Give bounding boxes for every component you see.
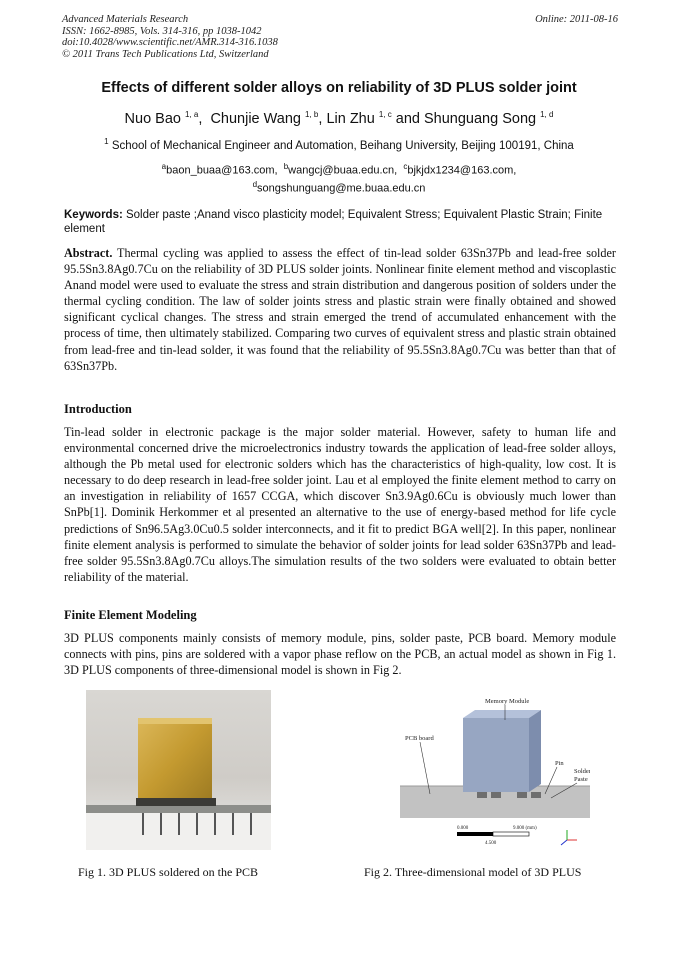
fem-heading: Finite Element Modeling (64, 608, 197, 622)
email-a[interactable]: baon_buaa@163.com, (166, 164, 278, 177)
label-solder: Solder (574, 768, 590, 775)
label-pin: Pin (555, 760, 564, 767)
memory-module-shape (463, 718, 529, 792)
scale-label-0: 0.000 (457, 826, 469, 831)
author-name: Lin Zhu (326, 110, 375, 127)
author-name: Shunguang Song (424, 110, 537, 127)
scale-label-1: 4.500 (485, 841, 497, 846)
author-sup: 1, c (378, 110, 392, 119)
author-name: Chunjie Wang (210, 110, 301, 127)
keywords-text: Solder paste ;Anand visco plasticity model; Equivalent Stress; Equivalent Plastic Strain; Finite element (64, 209, 603, 235)
online-date: Online: 2011-08-16 (535, 14, 618, 25)
author-sup: 1, b (305, 110, 319, 119)
intro-heading: Introduction (64, 402, 132, 416)
figure-1-caption: Fig 1. 3D PLUS soldered on the PCB (78, 865, 259, 879)
figure-2-model (395, 690, 590, 850)
intro-text: Tin-lead solder in electronic package is the major solder material. However, safety to human life and environmental concerned drive the microelectronics industry towards the application of lead-free solder alloys, although the Pb metal used for electronic solders which has the characteristics of high-quality, low cost. It is necessary to do deep research in lead-free solder joint. Lau et al employed the finite element method to carry on an investigation in reliability of 1657 CCGA, which discover Sn3.9Ag0.6Cu is obviously much lower than SnPb[1]. Dominik Herkommer et al presented an alternative to the use of energy-based method for life cycle predictions of Sn96.5Ag3.0Cu0.5 solder interconnects, and it fit to predict BGA well[2]. In this paper, nonlinear finite element analysis is performed to simulate the behavior of solder joints for lead solder 63Sn37Pb and lead-free solder 95.5Sn3.8Ag0.7Cu alloys.The simulation results of the two solders were evaluated to obtain better reliability of the material. (64, 425, 616, 584)
journal-header (62, 14, 618, 60)
author-list: Nuo Bao $^{1, a}$, Chunjie Wang $^{1, b}$, Lin Zhu $^{1, c}$ and Shunguang Song $^{1, d}$ (124, 110, 554, 127)
fig1-photo-illustration (86, 690, 271, 850)
author-name: Nuo Bao (124, 110, 181, 127)
keywords (64, 208, 616, 236)
copyright-line: © 2011 Trans Tech Publications Ltd, Switzerland (62, 48, 269, 60)
affiliation (0, 137, 678, 152)
author-sup: 1, a (185, 110, 199, 119)
figure-1-photo (86, 690, 271, 850)
abstract-label: Abstract. (64, 246, 113, 260)
abstract-text: Thermal cycling was applied to assess the effect of tin-lead solder 63Sn37Pb and lead-free solder 95.5Sn3.8Ag0.7Cu on the reliability of 3D PLUS solder joints. Nonlinear finite element method and viscoplastic Anand model were used to evaluate the stress and strain distribution and dangerous position of solders under the thermal cycling condition. The law of solder joints stress and plastic strain were finally obtained and showed significant cyclical changes. The stress and strain emerged the trend of accumulated enhancement with the process of time, then ultimately stabilized. Comparing two curves of equivalent stress and plastic strain obtained from lead-free and tin-lead solder, it was found that the reliability of 95.5Sn3.8Ag0.7Cu was better than that of 63Sn37Pb. (64, 246, 616, 373)
label-memory-module: Memory Module (485, 698, 530, 705)
paper-title: Effects of different solder alloys on reliability of 3D PLUS solder joint (101, 80, 577, 96)
affiliation-text: School of Mechanical Engineer and Automation, Beihang University, Beijing 100191, China (111, 139, 574, 152)
email-list: $^a$baon_buaa@163.com, $^b$wangcj@buaa.edu.cn, $^c$bjkjdx1234@163.com, $^d$songshunguang@me.buaa.edu.cn (161, 162, 517, 195)
figure-2-caption: Fig 2. Three-dimensional model of 3D PLUS (364, 865, 582, 879)
email-b[interactable]: wangcj@buaa.edu.cn, (288, 164, 398, 177)
fig2-model-illustration (395, 690, 590, 850)
affiliation-sup: 1 (104, 137, 109, 146)
author-sup: 1, d (540, 110, 554, 119)
email-d[interactable]: songshunguang@me.buaa.edu.cn (257, 182, 426, 195)
label-pcb-board: PCB board (405, 735, 434, 742)
doi-line: doi:10.4028/www.scientific.net/AMR.314-316.1038 (62, 37, 278, 48)
label-paste: Paste (574, 776, 588, 783)
journal-name: Advanced Materials Research (62, 14, 189, 25)
email-c[interactable]: bjkjdx1234@163.com, (407, 164, 517, 177)
fem-text: 3D PLUS components mainly consists of memory module, pins, solder paste, PCB board. Memory module connects with pins, pins are soldered with a vapor phase reflow on the PCB, an actual model as shown in Fig 1. 3D PLUS components of three-dimensional model is shown in Fig 2. (64, 631, 616, 678)
scale-label-2: 9.000 (mm) (513, 826, 537, 831)
abstract (64, 245, 616, 374)
keywords-label: Keywords: (64, 209, 123, 221)
issn-line: ISSN: 1662-8985, Vols. 314-316, pp 1038-1042 (62, 25, 262, 37)
